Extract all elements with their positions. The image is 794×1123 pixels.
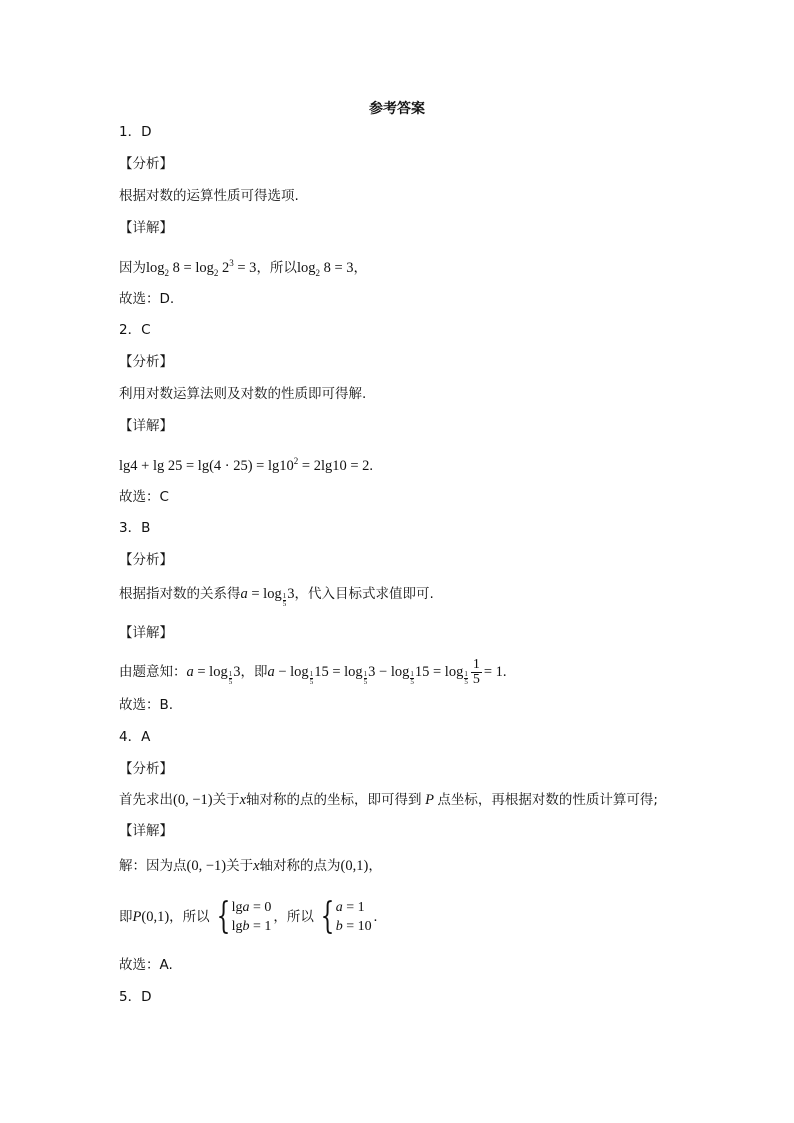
- q4-detail-text: 解：因为点(0, −1)关于x轴对称的点为(0,1)，: [119, 858, 382, 874]
- q1-analysis-label: 【分析】: [119, 156, 173, 172]
- q2-analysis-text: 利用对数运算法则及对数的性质即可得解.: [119, 386, 367, 402]
- q2-number: 2．C: [119, 322, 151, 338]
- q4-analysis-label: 【分析】: [119, 761, 173, 777]
- q2-detail-label: 【详解】: [119, 418, 173, 434]
- q2-detail-formula: $\lg 4 + \lg 25 = \lg(4 \cdot 25) = \lg 10^2 = 2\lg 10 = 2$.: [119, 456, 374, 474]
- q3-analysis-text: 根据指对数的关系得$a = \log\frac{1}{5}$ 3，代入目标式求值即可.: [119, 586, 434, 608]
- q4-number: 4．A: [119, 729, 151, 745]
- q3-analysis-label: 【分析】: [119, 552, 173, 568]
- q3-detail-label: 【详解】: [119, 625, 173, 641]
- page-title: 参考答案: [369, 101, 425, 117]
- q4-conclusion: 即P(0,1)，所以 { lga = 0 lgb = 1 ，所以 { a = 1 b = 10 .: [119, 896, 378, 937]
- q2-answer: 故选：C: [119, 489, 169, 505]
- q1-analysis-text: 根据对数的运算性质可得选项.: [119, 188, 299, 204]
- q1-detail-label: 【详解】: [119, 220, 173, 236]
- equation-system-values: { a = 1 b = 10: [320, 896, 372, 937]
- q3-answer: 故选：B.: [119, 697, 174, 713]
- q1-answer: 故选：D.: [119, 291, 175, 307]
- q5-number: 5．D: [119, 989, 152, 1005]
- q3-detail-text: 由题意知：$a = \log\frac{1}{5}$ 3，即$a - \log\frac{1}{5}$ $15 = \log\frac{1}{5}$ $3 - \log\frac{1}{5}$ $15 = \log\frac{1}{5}$ $\frac{1}{5}$ = 1.: [119, 657, 507, 687]
- equation-system-lg: { lga = 0 lgb = 1: [216, 896, 272, 937]
- q1-number: 1．D: [119, 124, 152, 140]
- q3-number: 3．B: [119, 520, 151, 536]
- q4-analysis-text: 首先求出(0, −1)关于x轴对称的点的坐标，即可得到 P 点坐标，再根据对数的性质计算可得;: [119, 792, 658, 808]
- q4-answer: 故选：A.: [119, 957, 173, 973]
- q1-detail-text: 因为$\log_2 8 = \log_2 2^3 = 3$，所以$\log_2 8 = 3$，: [119, 258, 368, 278]
- q2-analysis-label: 【分析】: [119, 354, 173, 370]
- q4-detail-label: 【详解】: [119, 823, 173, 839]
